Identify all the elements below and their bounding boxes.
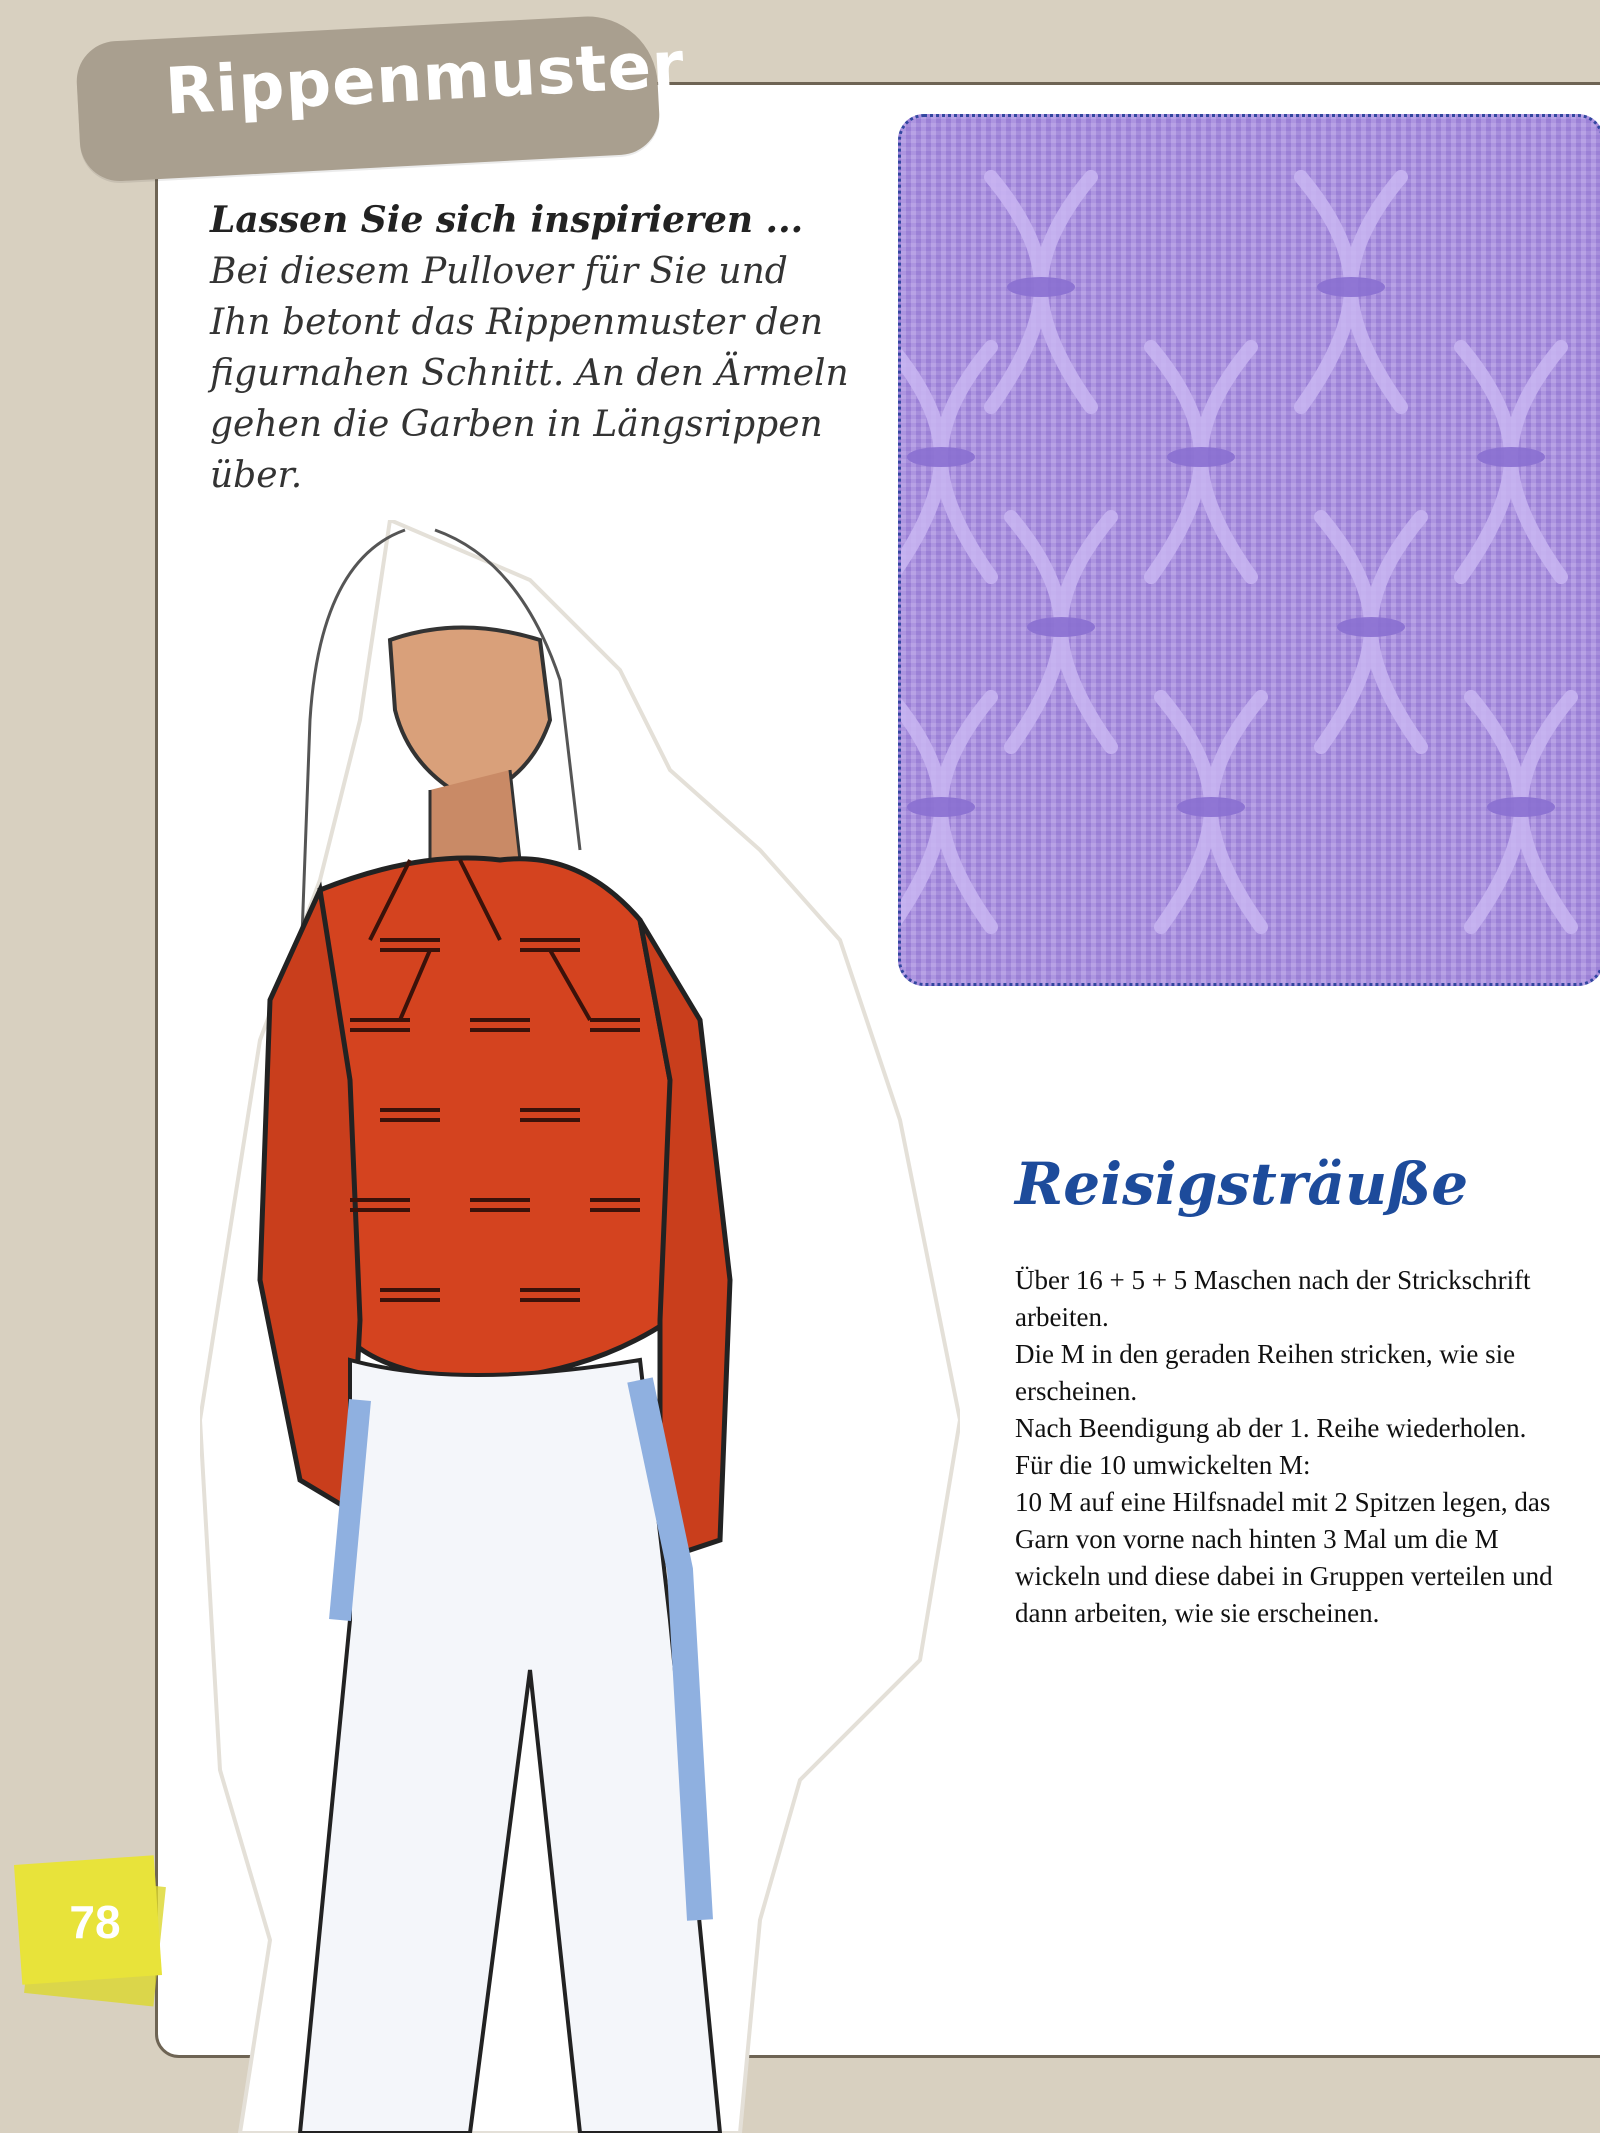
section-title: Rippenmuster [163,28,687,130]
page-number: 78 [69,1896,121,1948]
pattern-title: Reisigsträuße [1015,1150,1469,1218]
knit-swatch-illustration [901,117,1600,983]
intro-text [210,195,910,501]
intro-line: figurnahen Schnitt. An den Ärmeln [210,353,849,394]
instruction-line: Für die 10 umwickelten M: [1015,1450,1311,1480]
instruction-line: Nach Beendigung ab der 1. Reihe wiederholen. [1015,1413,1527,1443]
pattern-instructions [1015,1262,1575,1632]
intro-lead: Lassen Sie sich inspirieren ... [210,199,804,241]
instruction-line: 10 M auf eine Hilfsnadel mit 2 Spitzen legen, das Garn von vorne nach hinten 3 Mal um die M wickeln und diese dabei in Gruppen verteilen und dann arbeiten, wie sie erscheinen. [1015,1487,1553,1628]
instruction-line: Über 16 + 5 + 5 Maschen nach der Strickschrift arbeiten. [1015,1265,1531,1332]
knit-swatch-image [898,114,1600,986]
instruction-line: Die M in den geraden Reihen stricken, wie sie erscheinen. [1015,1339,1516,1406]
intro-line: Ihn betont das Rippenmuster den [210,302,824,343]
intro-line: gehen die Garben in Längsrippen über. [210,404,823,496]
intro-line: Bei diesem Pullover für Sie und [210,251,788,292]
fashion-sketch-illustration [200,520,960,2133]
